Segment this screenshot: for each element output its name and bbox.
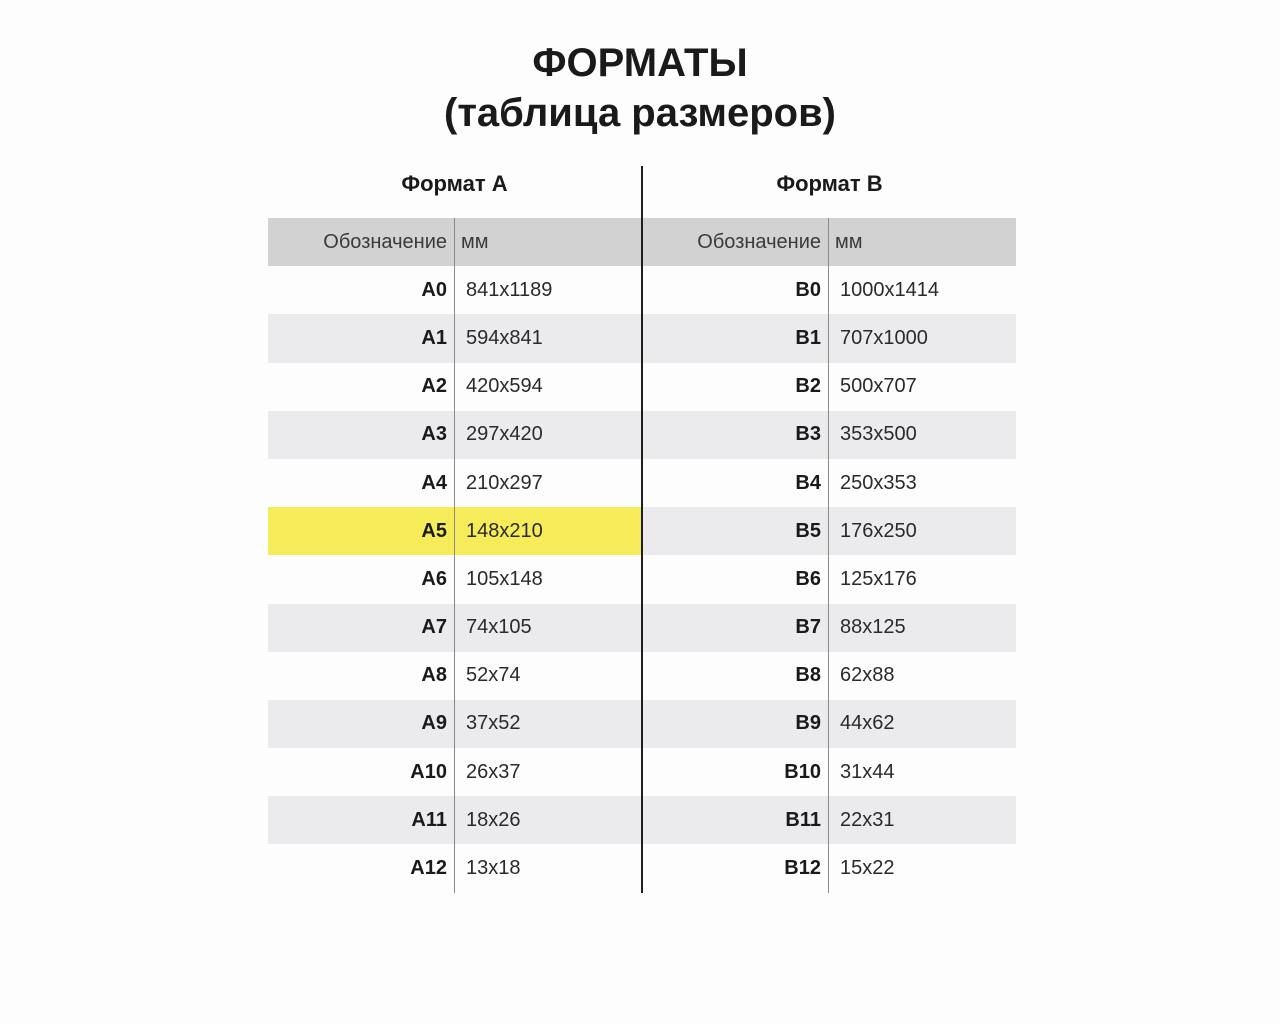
format-a-section xyxy=(268,166,641,893)
format-a-size-cell: 52x74 xyxy=(466,664,521,687)
format-b-size-cell: 31x44 xyxy=(840,760,895,783)
format-a-size-cell: 26x37 xyxy=(466,760,521,783)
format-a-size-cell: 148x210 xyxy=(466,519,543,542)
format-a-designation-cell: A1 xyxy=(421,326,447,349)
format-a-size-cell: 841x1189 xyxy=(466,278,553,301)
format-a-designation-cell: A6 xyxy=(421,567,447,590)
format-b-designation-cell: B6 xyxy=(795,567,821,590)
format-b-size-cell: 353x500 xyxy=(840,423,917,446)
formats-table xyxy=(268,166,1016,893)
format-b-size-cell: 500x707 xyxy=(840,375,917,398)
format-b-size-cell: 88x125 xyxy=(840,616,906,639)
table-row xyxy=(643,700,1016,748)
format-a-designation-cell: A0 xyxy=(421,278,447,301)
format-b-designation-cell: B7 xyxy=(795,616,821,639)
format-b-size-cell: 15x22 xyxy=(840,857,895,880)
format-a-designation-cell: A3 xyxy=(421,423,447,446)
table-row xyxy=(643,507,1016,555)
format-a-size-cell: 13x18 xyxy=(466,857,521,880)
page-title-line2: (таблица размеров) xyxy=(444,91,836,135)
format-a-designation-cell: A12 xyxy=(410,857,447,880)
format-b-designation-cell: B5 xyxy=(795,519,821,542)
table-row xyxy=(643,314,1016,362)
table-row xyxy=(643,604,1016,652)
format-a-designation-cell: A8 xyxy=(421,664,447,687)
format-b-size-cell: 22x31 xyxy=(840,808,895,831)
format-b-section xyxy=(643,166,1016,893)
format-b-designation-cell: B9 xyxy=(795,712,821,735)
table-row xyxy=(643,652,1016,700)
format-a-designation-cell: A9 xyxy=(421,712,447,735)
format-a-size-cell: 210x297 xyxy=(466,471,543,494)
format-b-rows xyxy=(643,266,1016,892)
format-b-designation-cell: B2 xyxy=(795,375,821,398)
format-b-title: Формат B xyxy=(776,171,883,196)
format-b-designation-cell: B12 xyxy=(784,857,821,880)
format-a-designation-cell: A10 xyxy=(410,760,447,783)
table-row xyxy=(643,459,1016,507)
format-b-designation-cell: B3 xyxy=(795,423,821,446)
format-b-size-cell: 176x250 xyxy=(840,519,917,542)
format-a-size-cell: 297x420 xyxy=(466,423,543,446)
table-row xyxy=(643,748,1016,796)
format-a-header-mm: мм xyxy=(461,230,489,253)
page-title-line1: ФОРМАТЫ xyxy=(532,41,748,85)
format-b-size-cell: 707x1000 xyxy=(840,326,928,349)
table-row xyxy=(643,796,1016,844)
format-a-size-cell: 594x841 xyxy=(466,326,543,349)
table-row xyxy=(643,555,1016,603)
format-a-designation-cell: A4 xyxy=(421,471,447,494)
format-a-size-cell: 74x105 xyxy=(466,616,532,639)
table-row xyxy=(643,411,1016,459)
page-title xyxy=(0,38,1280,138)
format-b-designation-cell: B11 xyxy=(785,808,821,831)
format-a-title: Формат А xyxy=(401,171,508,196)
format-a-designation-cell: A11 xyxy=(411,808,447,831)
format-b-size-cell: 125x176 xyxy=(840,567,917,590)
table-row xyxy=(643,266,1016,314)
format-a-size-cell: 105x148 xyxy=(466,567,543,590)
format-b-designation-cell: B8 xyxy=(795,664,821,687)
table-row xyxy=(643,844,1016,892)
format-b-column-divider xyxy=(828,218,829,893)
format-b-designation-cell: B10 xyxy=(784,760,821,783)
format-a-designation-cell: A5 xyxy=(421,519,447,542)
format-b-header-row xyxy=(643,218,1016,266)
format-b-designation-cell: B1 xyxy=(795,326,821,349)
format-a-size-cell: 37x52 xyxy=(466,712,521,735)
format-a-size-cell: 420x594 xyxy=(466,375,543,398)
format-a-designation-cell: A7 xyxy=(421,616,447,639)
format-b-size-cell: 1000x1414 xyxy=(840,278,939,301)
format-b-size-cell: 62x88 xyxy=(840,664,895,687)
format-b-size-cell: 250x353 xyxy=(840,471,917,494)
format-a-column-divider xyxy=(454,218,455,893)
format-b-designation-cell: B4 xyxy=(795,471,821,494)
format-b-header-mm: мм xyxy=(835,230,863,253)
table-row xyxy=(643,363,1016,411)
format-a-size-cell: 18x26 xyxy=(466,808,521,831)
format-b-size-cell: 44x62 xyxy=(840,712,895,735)
format-a-designation-cell: A2 xyxy=(421,375,447,398)
format-a-header-designation: Обозначение xyxy=(323,230,447,253)
format-b-designation-cell: B0 xyxy=(795,278,821,301)
format-b-header-designation: Обозначение xyxy=(697,230,821,253)
